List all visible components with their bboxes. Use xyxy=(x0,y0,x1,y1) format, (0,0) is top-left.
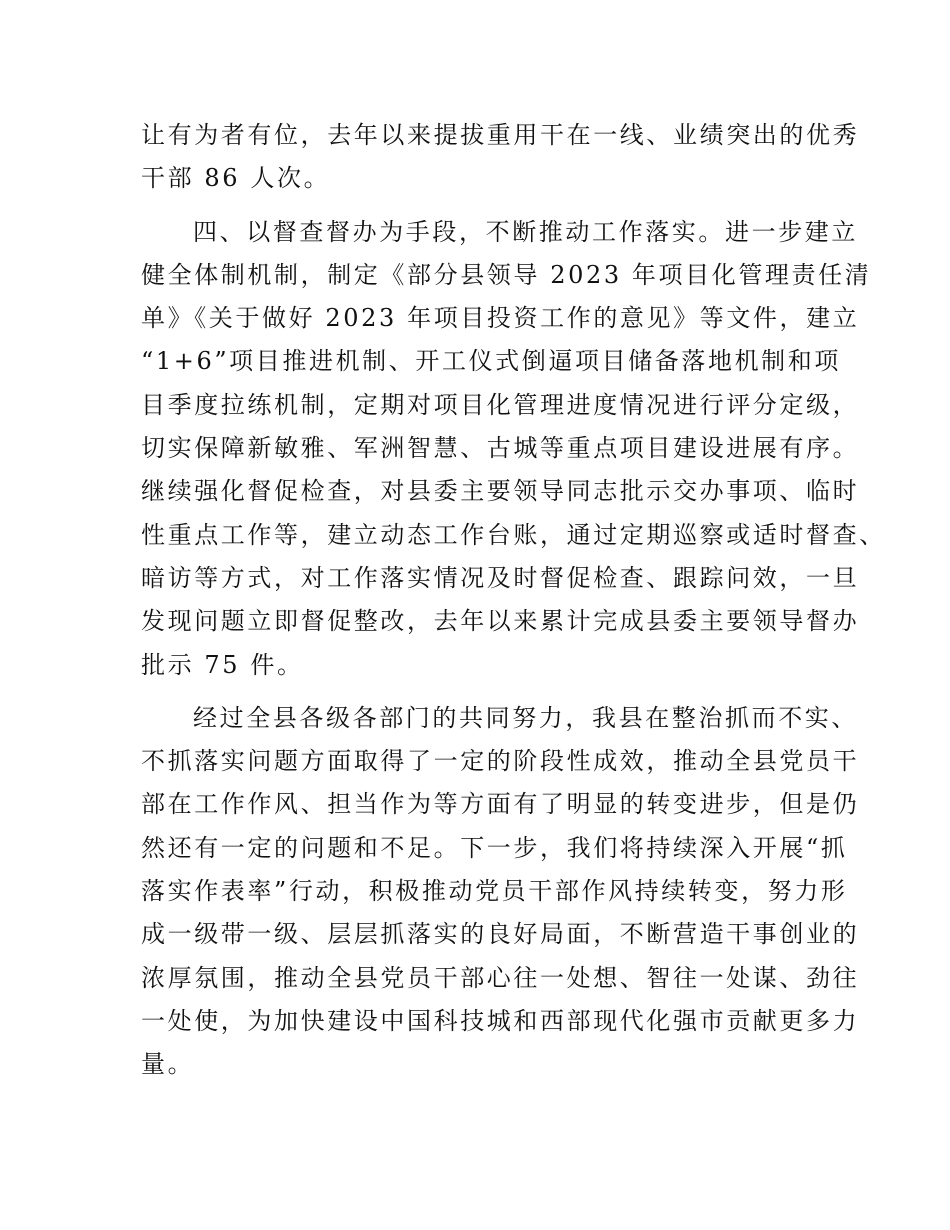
text-line: 部在工作作风、担当作为等方面有了明显的转变进步，但是仍 xyxy=(141,790,860,819)
text-line: 然还有一定的问题和不足。下一步，我们将持续深入开展“抓 xyxy=(141,833,848,862)
text-line: 量。 xyxy=(141,1050,195,1079)
text-line: 一处使，为加快建设中国科技城和西部现代化强市贡献更多力 xyxy=(141,1006,860,1035)
text-line: 干部 86 人次。 xyxy=(141,164,331,193)
text-line: 目季度拉练机制，定期对项目化管理进度情况进行评分定级， xyxy=(141,390,860,419)
text-line: 健全体制机制，制定《部分县领导 2023 年项目化管理责任清 xyxy=(141,260,872,289)
text-line: 单》《关于做好 2023 年项目投资工作的意见》等文件，建立 xyxy=(141,304,860,333)
text-line: 发现问题立即督促整改，去年以来累计完成县委主要领导督办 xyxy=(141,607,860,636)
text-line: 继续强化督促检查，对县委主要领导同志批示交办事项、临时 xyxy=(141,477,860,506)
text-line: 切实保障新敏雅、军洲智慧、古城等重点项目建设进展有序。 xyxy=(141,434,860,463)
paragraph-3 xyxy=(141,697,860,1087)
text-line: 性重点工作等，建立动态工作台账，通过定期巡察或适时督查、 xyxy=(141,520,886,549)
text-line: 让有为者有位，去年以来提拔重用干在一线、业绩突出的优秀 xyxy=(141,121,860,149)
text-line: 落实作表率”行动，积极推动党员干部作风持续转变，努力形 xyxy=(141,877,848,906)
text-line: 不抓落实问题方面取得了一定的阶段性成效，推动全县党员干 xyxy=(141,747,860,776)
text-line: “1+6”项目推进机制、开工仪式倒逼项目储备落地机制和项 xyxy=(141,347,841,376)
paragraph-2 xyxy=(141,211,886,687)
text-line: 批示 75 件。 xyxy=(141,650,304,679)
text-line: 经过全县各级各部门的共同努力，我县在整治抓而不实、 xyxy=(193,703,858,732)
text-line: 成一级带一级、层层抓落实的良好局面，不断营造干事创业的 xyxy=(141,920,860,949)
document-page xyxy=(141,114,886,1087)
paragraph-1 xyxy=(141,114,860,201)
text-line: 浓厚氛围，推动全县党员干部心往一处想、智往一处谋、劲往 xyxy=(141,963,860,992)
text-line: 暗访等方式，对工作落实情况及时督促检查、跟踪问效，一旦 xyxy=(141,563,860,592)
text-line: 四、以督查督办为手段，不断推动工作落实。进一步建立 xyxy=(193,217,858,246)
